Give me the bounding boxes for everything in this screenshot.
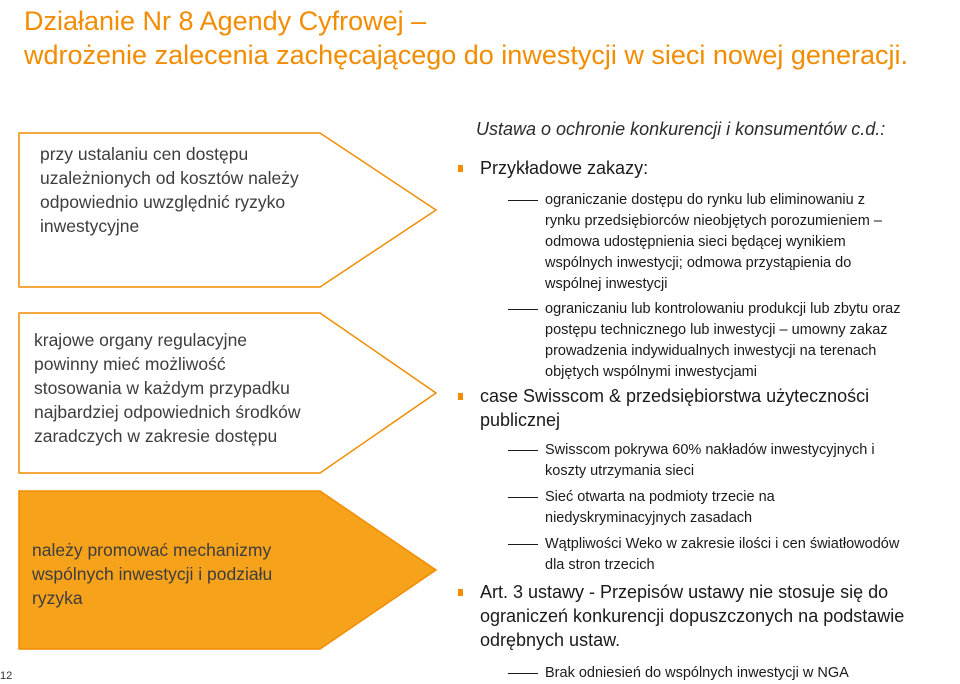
sub-item-text — [545, 663, 960, 684]
dash-icon — [508, 200, 538, 201]
sub-item-text — [545, 440, 960, 482]
bullet-square-icon — [458, 165, 463, 172]
arrow-box-3 — [18, 490, 438, 650]
arrow-box-2 — [18, 312, 438, 474]
sub-item-text — [545, 299, 960, 383]
bullet-line: case Swisscom & przedsiębiorstwa użyteczności — [480, 386, 870, 406]
bullet-line: ograniczeń konkurencji dopuszczonych na podstawie — [480, 606, 905, 626]
bullet-text — [480, 580, 958, 652]
page-number: 12 — [0, 670, 13, 682]
arrow-3-line: wspólnych inwestycji i podziału — [32, 564, 273, 584]
arrow-box-1 — [18, 132, 438, 288]
dash-icon — [508, 673, 538, 674]
arrow-3-line: ryzyka — [32, 588, 83, 608]
bullet-text — [480, 384, 958, 432]
arrow-2-line: zaradczych w zakresie dostępu — [34, 426, 278, 446]
sub-item-text — [545, 190, 960, 295]
sub-line: dla stron trzecich — [545, 557, 655, 573]
sub-line: wspólnej inwestycji — [545, 276, 668, 292]
sub-item-text — [545, 534, 960, 576]
arrow-3-line: należy promować mechanizmy — [32, 540, 272, 560]
bullet-square-icon — [458, 589, 463, 596]
arrow-2-line: krajowe organy regulacyjne — [34, 330, 248, 350]
sub-line: ograniczaniu lub kontrolowaniu produkcji lub zbytu oraz — [545, 301, 901, 317]
title-line-2: wdrożenie zalecenia zachęcającego do inwestycji w sieci nowej generacji. — [24, 40, 908, 70]
sub-line: prowadzenia indywidualnych inwestycji na terenach — [545, 343, 877, 359]
sub-line: odmowa udostępnienia sieci będącej wynikiem — [545, 234, 846, 250]
arrow-text-2 — [34, 328, 301, 448]
sub-line: Wątpliwości Weko w zakresie ilości i cen światłowodów — [545, 536, 900, 552]
arrow-1-line: uzależnionych od kosztów należy — [40, 168, 299, 188]
sub-line: Swisscom pokrywa 60% nakładów inwestycyjnych i — [545, 442, 875, 458]
arrow-text-1 — [40, 142, 299, 238]
arrow-2-line: najbardziej odpowiednich środków — [34, 402, 301, 422]
sub-line: koszty utrzymania sieci — [545, 463, 695, 479]
arrow-1-line: odpowiednio uwzględnić ryzyko — [40, 192, 286, 212]
sub-line: postępu technicznego lub inwestycji – umowny zakaz — [545, 322, 888, 338]
dash-icon — [508, 450, 538, 451]
bullet-square-icon — [458, 393, 463, 400]
bullet-line: odrębnych ustaw. — [480, 630, 621, 650]
sub-item-text — [545, 487, 960, 529]
sub-line: objętych wspólnymi inwestycjami — [545, 364, 757, 380]
dash-icon — [508, 544, 538, 545]
bullet-line: publicznej — [480, 410, 561, 430]
sub-line: Sieć otwarta na podmioty trzecie na — [545, 489, 775, 505]
title-line-1: Działanie Nr 8 Agendy Cyfrowej – — [24, 6, 427, 36]
arrow-1-line: przy ustalaniu cen dostępu — [40, 144, 249, 164]
bullet-line: Art. 3 ustawy - Przepisów ustawy nie stosuje się do — [480, 582, 889, 602]
sub-line: rynku przedsiębiorców nieobjętych porozumieniem – — [545, 213, 882, 229]
sub-line: ograniczanie dostępu do rynku lub eliminowaniu z — [545, 192, 865, 208]
sub-line: niedyskryminacyjnych zasadach — [545, 510, 753, 526]
sub-line: wspólnych inwestycji; odmowa przystąpienia do — [545, 255, 852, 271]
sub-line: Brak odniesień do wspólnych inwestycji w NGA — [545, 665, 849, 681]
arrow-text-3 — [32, 538, 272, 610]
arrow-1-line: inwestycyjne — [40, 216, 140, 236]
arrow-2-line: powinny mieć możliwość — [34, 354, 226, 374]
arrow-2-line: stosowania w każdym przypadku — [34, 378, 290, 398]
dash-icon — [508, 497, 538, 498]
bullet-text: Przykładowe zakazy: — [480, 158, 649, 178]
act-title: Ustawa o ochronie konkurencji i konsumentów c.d.: — [476, 119, 886, 139]
slide-title — [24, 4, 944, 72]
dash-icon — [508, 309, 538, 310]
